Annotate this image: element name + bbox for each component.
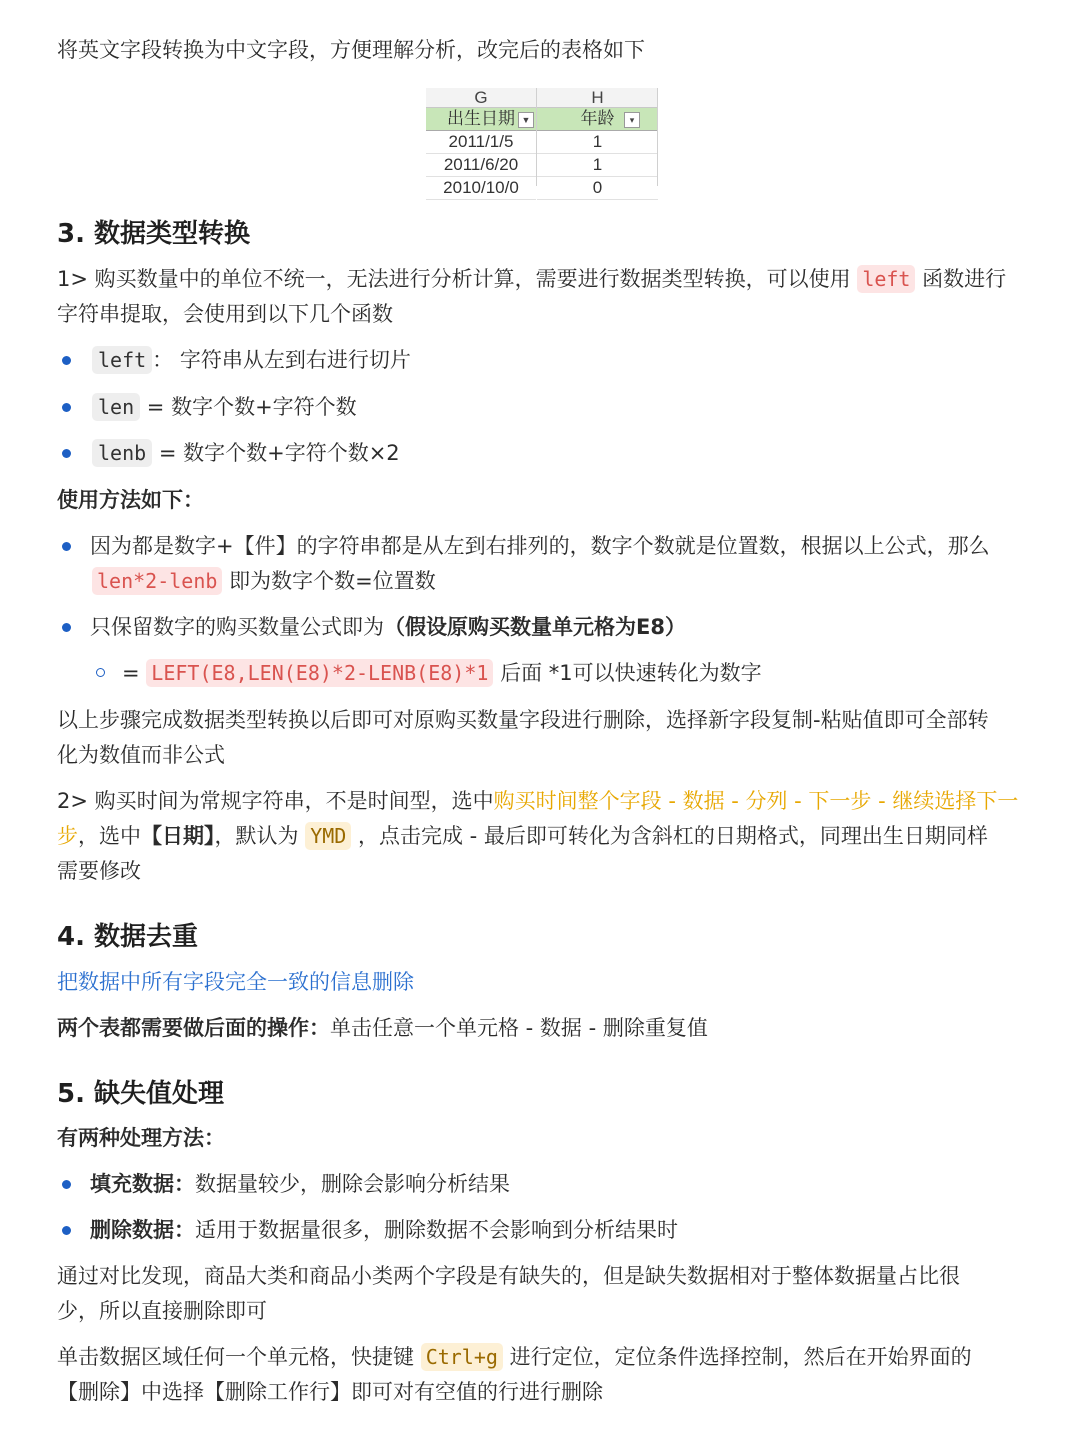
- bullet-dot: [62, 623, 71, 632]
- table-cell: 0: [537, 177, 658, 200]
- s3-paragraph-2-line2: 化为数值而非公式: [57, 743, 225, 767]
- s3-paragraph-1: 1> 购买数量中的单位不统一，无法进行分析计算，需要进行数据类型转换，可以使用 left 函数进行: [57, 267, 1007, 291]
- column-letter-h: H: [537, 88, 658, 108]
- section-5-title: 5. 缺失值处理: [57, 1079, 225, 1109]
- column-divider: [657, 88, 658, 186]
- s3-paragraph-2-line1: 以上步骤完成数据类型转换以后即可对原购买数量字段进行删除，选择新字段复制-粘贴值即可全部转: [57, 708, 989, 732]
- s5-paragraph-2-line1: 单击数据区域任何一个单元格，快捷键 Ctrl+g 进行定位，定位条件选择控制，然后在开始界面的: [57, 1345, 972, 1369]
- usage-item-1-line1: 因为都是数字+【件】的字符串都是从左到右排列的，数字个数就是位置数，根据以上公式，那么: [90, 534, 990, 558]
- inline-code-shortcut: Ctrl+g: [421, 1343, 503, 1371]
- usage-item-2: 只保留数字的购买数量公式即为（假设原购买数量单元格为E8）: [90, 615, 686, 639]
- bullet-dot: [62, 1180, 71, 1189]
- header-cell-birthdate: 出生日期: [426, 108, 536, 131]
- methods-title: 有两种处理方法：: [57, 1126, 225, 1150]
- s3-paragraph-3-line3: 需要修改: [57, 859, 141, 883]
- inline-code: left: [92, 346, 152, 374]
- inline-code-formula: len*2-lenb: [92, 567, 222, 595]
- table-cell: 1: [537, 154, 658, 177]
- bullet-dot: [62, 1226, 71, 1235]
- list-item-len: len = 数字个数+字符个数: [92, 390, 357, 425]
- list-item-lenb: lenb = 数字个数+字符个数×2: [92, 436, 400, 471]
- column-letter-g: G: [426, 88, 536, 108]
- header-cell-age: 年龄: [537, 108, 658, 131]
- method-fill: 填充数据：数据量较少，删除会影响分析结果: [90, 1172, 510, 1196]
- method-delete: 删除数据：适用于数据量很多，删除数据不会影响到分析结果时: [90, 1218, 678, 1242]
- inline-code-ymd: YMD: [305, 822, 351, 850]
- table-cell: 2010/10/0: [426, 177, 536, 200]
- s3-paragraph-3-line2: 步，选中【日期】，默认为 YMD ，点击完成 - 最后即可转化为含斜杠的日期格式，同理出生日期同样: [57, 824, 988, 848]
- usage-item-1-line2: len*2-lenb 即为数字个数=位置数: [92, 564, 436, 599]
- intro-paragraph: 将英文字段转换为中文字段，方便理解分析，改完后的表格如下: [57, 38, 645, 62]
- filter-dropdown-icon[interactable]: ▾: [624, 112, 640, 128]
- dedupe-link[interactable]: 把数据中所有字段完全一致的信息删除: [57, 970, 414, 994]
- section-4-title: 4. 数据去重: [57, 922, 199, 952]
- bullet-dot: [62, 542, 71, 551]
- list-item-left: left ： 字符串从左到右进行切片: [92, 343, 411, 378]
- s3-paragraph-3-line1: 2> 购买时间为常规字符串，不是时间型，选中购买时间整个字段 - 数据 - 分列 - 下一步 - 继续选择下一: [57, 789, 1019, 813]
- table-cell: 2011/6/20: [426, 154, 536, 177]
- column-divider: [536, 88, 537, 186]
- usage-title: 使用方法如下：: [57, 488, 204, 512]
- s5-paragraph-1-line2: 少，所以直接删除即可: [57, 1299, 267, 1323]
- inline-code-left: left: [857, 265, 915, 293]
- usage-subitem-formula: = LEFT(E8,LEN(E8)*2-LENB(E8)*1 后面 *1可以快速转化为数字: [122, 661, 762, 685]
- bullet-dot: [62, 449, 71, 458]
- section-3-title: 3. 数据类型转换: [57, 219, 251, 249]
- s5-paragraph-2-line2: 【删除】中选择【删除工作行】即可对有空值的行进行删除: [57, 1380, 603, 1404]
- table-cell: 2011/1/5: [426, 131, 536, 154]
- s5-paragraph-1-line1: 通过对比发现，商品大类和商品小类两个字段是有缺失的，但是缺失数据相对于整体数据量占比很: [57, 1264, 960, 1288]
- bullet-dot: [62, 403, 71, 412]
- s4-paragraph: 两个表都需要做后面的操作：单击任意一个单元格 - 数据 - 删除重复值: [57, 1016, 708, 1040]
- spreadsheet-snippet: [426, 88, 658, 197]
- bullet-dot: [62, 356, 71, 365]
- s3-paragraph-1-line2: 字符串提取，会使用到以下几个函数: [57, 302, 393, 326]
- table-cell: 1: [537, 131, 658, 154]
- inline-code: lenb: [92, 439, 152, 467]
- inline-code-formula: LEFT(E8,LEN(E8)*2-LENB(E8)*1: [146, 659, 493, 687]
- filter-active-icon[interactable]: ▼: [518, 112, 534, 128]
- inline-code: len: [92, 393, 140, 421]
- sub-bullet-circle: [96, 668, 105, 677]
